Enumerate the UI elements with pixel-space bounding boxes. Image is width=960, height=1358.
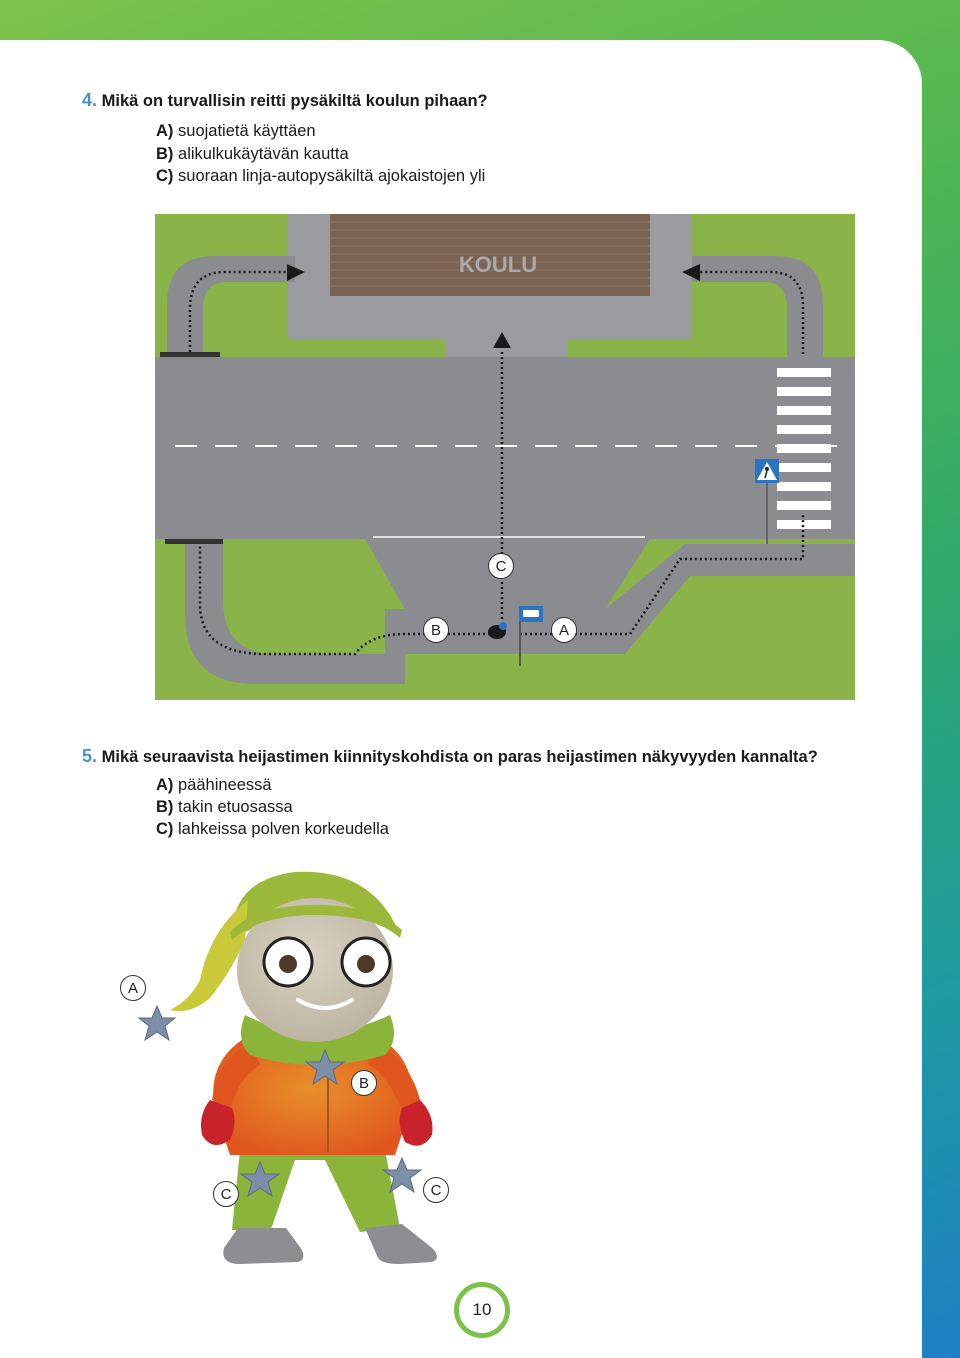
child-character-illustration	[120, 860, 480, 1280]
figure-label-b: B	[351, 1070, 377, 1096]
question-4-number: 4.	[82, 90, 98, 110]
crosswalk	[777, 368, 831, 529]
map-label-a: A	[551, 617, 577, 643]
underpass-entrance-bottom	[165, 539, 223, 544]
figure-label-c-right: C	[423, 1177, 449, 1203]
figure-label-c-left: C	[213, 1181, 239, 1207]
reflector-hat-icon	[139, 1006, 175, 1040]
question-4-line	[82, 90, 488, 111]
question-5-number: 5.	[82, 746, 98, 766]
question-4-text: Mikä on turvallisin reitti pysäkiltä koulun pihaan?	[101, 92, 488, 110]
left-boot	[223, 1228, 303, 1264]
question-4-option-c: C) suoraan linja-autopysäkiltä ajokaistojen yli	[156, 167, 486, 185]
question-4-option-a: A) suojatietä käyttäen	[156, 122, 316, 140]
trousers	[232, 1150, 400, 1232]
question-5-text: Mikä seuraavista heijastimen kiinnityskohdista on paras heijastimen näkyvyyden kannalta?	[101, 748, 818, 766]
school-map-illustration	[155, 214, 855, 700]
map-label-b: B	[423, 617, 449, 643]
question-5-line	[82, 746, 818, 767]
school-label: KOULU	[458, 252, 538, 277]
hat-tail	[170, 900, 248, 1011]
question-5-option-c: C) lahkeissa polven korkeudella	[156, 820, 389, 838]
main-road	[155, 357, 855, 539]
map-label-c: C	[488, 553, 514, 579]
figure-label-a: A	[120, 975, 146, 1001]
question-4-option-b: B) alikulkukäytävän kautta	[156, 145, 349, 163]
right-boot	[365, 1224, 437, 1264]
page-number: 10	[454, 1282, 510, 1338]
question-5-option-b: B) takin etuosassa	[156, 798, 293, 816]
underpass-entrance-top	[160, 352, 220, 357]
question-5-option-a: A) päähineessä	[156, 776, 272, 794]
